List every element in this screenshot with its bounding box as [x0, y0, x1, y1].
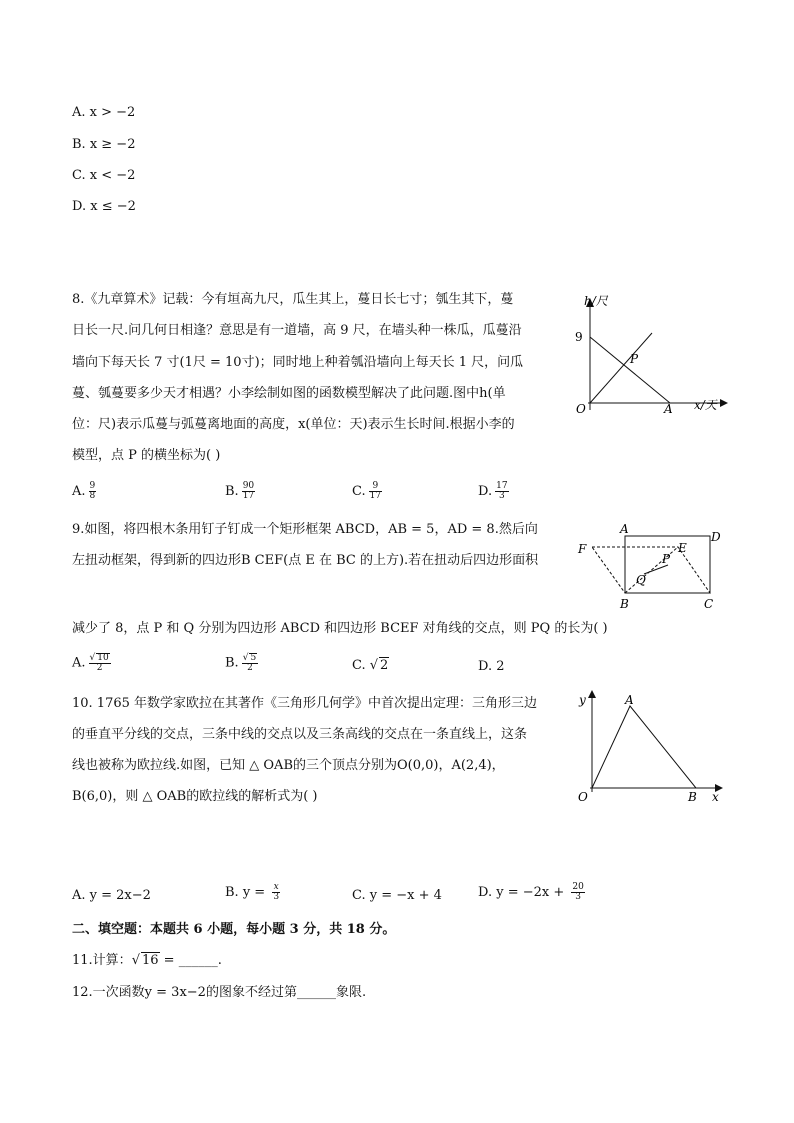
q7-option-d: D. x ≤ −2	[72, 199, 136, 214]
q8-x-arrow	[720, 399, 728, 407]
q9-option-d	[478, 659, 505, 674]
q9-label-d: D	[711, 530, 721, 544]
q9-label-b: B	[620, 597, 629, 611]
q9-label-e: E	[678, 541, 687, 555]
q8-point-a: A	[664, 402, 673, 416]
q9-line-2: 左扭动框架，得到新的四边形B CEF(点 E 在 BC 的上方).若在扭动后四边形面积	[72, 553, 539, 568]
q10-y-arrow	[588, 690, 596, 698]
q11-radicand: 16	[141, 953, 159, 968]
q10-option-d-num: 20	[572, 882, 584, 892]
q9-option-a-den: 2	[96, 663, 103, 673]
q8-option-a	[72, 482, 96, 501]
q8-line-6: 模型，点 P 的横坐标为( )	[72, 448, 221, 463]
q9-label-a: A	[620, 522, 629, 536]
q10-option-b-num: x	[273, 882, 279, 892]
q8-option-b-den: 17	[242, 491, 255, 501]
section-2-title: 二、填空题：本题共 6 小题，每小题 3 分，共 18 分。	[72, 922, 396, 937]
q7-option-c: C. x < −2	[72, 168, 136, 183]
q8-option-b-label: B.	[225, 484, 239, 499]
q8-option-a-den: 8	[89, 491, 96, 501]
q8-option-c	[352, 482, 382, 501]
q8-option-c-label: C.	[352, 484, 366, 499]
q10-figure	[570, 688, 730, 808]
q8-option-d	[478, 482, 509, 501]
q8-rising-line	[590, 333, 652, 403]
q9-option-b-label: B.	[225, 655, 239, 671]
q8-option-c-num: 9	[369, 482, 382, 492]
q8-origin: O	[576, 402, 586, 416]
q9-line-1: 9.如图，将四根木条用钉子钉成一个矩形框架 ABCD，AB = 5，AD = 8.然后向	[72, 522, 538, 537]
q9-option-b: B. $\frac{√ 5}{2}$	[225, 653, 257, 673]
q12: 12.一次函数y = 3x−2的图象不经过第______象限.	[72, 985, 367, 1000]
q8-line-2: 日长一尺.问几何日相逢？意思是有一道墙，高 9 尺，在墙头种一株瓜，瓜蔓沿	[72, 323, 522, 338]
q9-option-d-val: 2	[496, 659, 505, 674]
q9-option-c: C. √ 2	[352, 658, 389, 673]
q8-option-d-label: D.	[478, 484, 493, 499]
q11-prefix: 11.计算：	[72, 953, 132, 968]
q8-figure	[560, 285, 730, 420]
q8-point-p: P	[630, 352, 639, 366]
q8-tick-9: 9	[575, 330, 583, 344]
q9-option-a: A. $\frac{√ 10}{2}$	[72, 653, 109, 673]
q9-label-c: C	[704, 597, 714, 611]
q9-quad-bcef	[592, 547, 710, 593]
q9-option-c-val: 2	[380, 658, 389, 673]
q10-label-x: x	[712, 790, 719, 804]
q10-option-a: A. y = 2x−2	[72, 888, 151, 903]
q9-option-c-label: C.	[352, 658, 366, 673]
q9-option-a-num: 10	[97, 653, 109, 663]
q8-line-4: 蔓、瓠蔓要多少天才相遇？小李绘制如图的函数模型解决了此问题.图中h(单	[72, 386, 506, 401]
q10-line-4: B(6,0)，则 △ OAB的欧拉线的解析式为( )	[72, 789, 318, 804]
q8-option-b	[225, 482, 255, 501]
q10-option-b-prefix: B. y =	[225, 885, 270, 900]
q8-option-b-num: 90	[242, 481, 255, 491]
q8-option-a-label: A.	[72, 484, 86, 499]
q11: 11.计算：√ 16 = ______.	[72, 953, 222, 968]
q8-line-3: 墙向下每天长 7 寸(1尺 = 10寸)；同时地上种着瓠沿墙向上每天长 1 尺，问瓜	[72, 355, 524, 370]
q10-option-d-prefix: D. y = −2x +	[478, 885, 569, 900]
q9-option-b-den: 2	[247, 663, 253, 673]
q9-option-d-label: D.	[478, 659, 493, 674]
q7-option-a: A. x > −2	[72, 105, 136, 120]
q9-option-b-num: 5	[250, 653, 257, 663]
q8-y-label: h/尺	[584, 294, 608, 308]
q8-line-5: 位：尺)表示瓜蔓与弧蔓离地面的高度，x(单位：天)表示生长时间.根据小李的	[72, 417, 515, 432]
q9-label-p: P	[662, 552, 671, 566]
q10-line-2: 的垂直平分线的交点，三条中线的交点以及三条高线的交点在一条直线上，这条	[72, 727, 528, 742]
q10-option-d	[478, 883, 585, 902]
q9-line-3: 减少了 8，点 P 和 Q 分别为四边形 ABCD 和四边形 BCEF 对角线的交点，则 PQ 的长为( )	[72, 621, 608, 636]
q9-figure	[570, 520, 730, 615]
q8-option-a-num: 9	[89, 481, 96, 491]
q10-option-d-den: 3	[575, 892, 581, 902]
q8-x-label: x/天	[694, 398, 717, 412]
q8-option-d-num: 17	[496, 481, 508, 491]
q10-label-o: O	[578, 790, 588, 804]
q10-option-b	[225, 883, 280, 902]
q10-label-y: y	[579, 693, 586, 707]
q8-line-1: 8.《九章算术》记载：今有垣高九尺，瓜生其上，蔓日长七寸；瓠生其下，蔓	[72, 292, 514, 307]
q10-line-1: 10. 1765 年数学家欧拉在其著作《三角形几何学》中首次提出定理：三角形三边	[72, 696, 538, 711]
q9-label-q: Q	[636, 573, 646, 587]
q8-option-c-den: 17	[369, 491, 382, 501]
q11-suffix: = ______.	[159, 953, 222, 968]
q9-label-f: F	[578, 542, 587, 556]
q10-label-a: A	[625, 693, 634, 707]
q10-triangle-oab	[592, 706, 696, 788]
q10-option-b-den: 3	[273, 892, 280, 902]
q8-falling-line	[590, 337, 670, 403]
q10-option-c: C. y = −x + 4	[352, 888, 442, 903]
q10-line-3: 线也被称为欧拉线.如图，已知 △ OAB的三个顶点分别为O(0,0)，A(2,4)，	[72, 758, 505, 773]
q10-label-b: B	[688, 790, 697, 804]
q7-option-b: B. x ≥ −2	[72, 137, 136, 152]
q9-option-a-label: A.	[72, 655, 86, 671]
q8-option-d-den: 3	[498, 491, 505, 501]
